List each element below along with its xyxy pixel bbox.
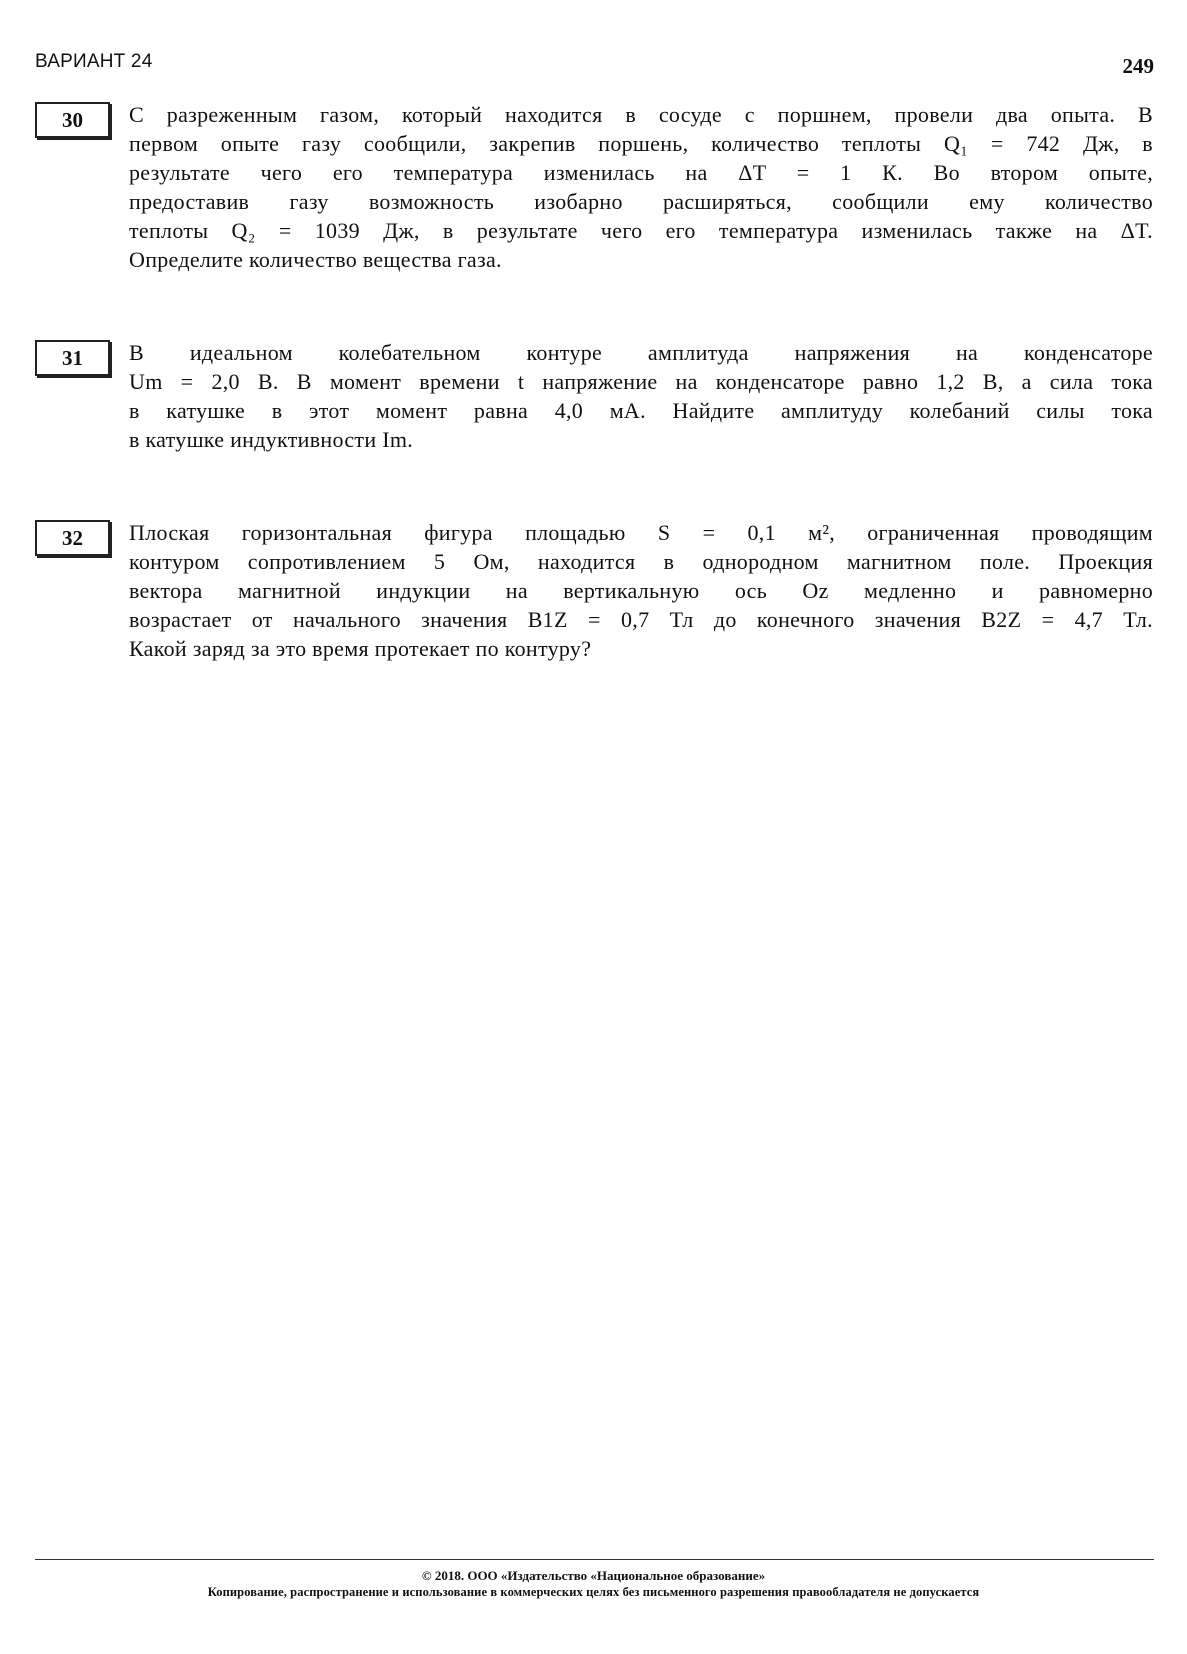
task-line: Um = 2,0 В. В момент времени t напряжение на конденсаторе равно 1,2 В, а сила тока xyxy=(129,369,1153,394)
task-line: первом опыте газу сообщили, закрепив поршень, количество теплоты Q₁ = 742 Дж, в xyxy=(129,131,1153,156)
task-line: Определите количество вещества газа. xyxy=(129,247,502,272)
task-line: контуром сопротивлением 5 Ом, находится в однородном магнитном поле. Проекция xyxy=(129,549,1153,574)
task-line: Какой заряд за это время протекает по контуру? xyxy=(129,636,592,661)
task-line: в катушке в этот момент равна 4,0 мА. Найдите амплитуду колебаний силы тока xyxy=(129,398,1153,423)
task-number-box: 31 xyxy=(35,340,110,376)
footer-notice: Копирование, распространение и использование в коммерческих целях без письменного разрешения правообладателя не допускается xyxy=(207,1585,980,1599)
task-line: возрастает от начального значения B1Z = 0,7 Тл до конечного значения B2Z = 4,7 Тл. xyxy=(129,607,1153,632)
task-text xyxy=(129,338,1153,454)
task-number-box: 30 xyxy=(35,102,110,138)
task-line: В идеальном колебательном контуре амплитуда напряжения на конденсаторе xyxy=(129,340,1153,365)
task-line: в катушке индуктивности Im. xyxy=(129,427,414,452)
footer-divider xyxy=(35,1559,1154,1560)
footer-copyright: © 2018. ООО «Издательство «Национальное образование» xyxy=(421,1568,766,1583)
task-line: вектора магнитной индукции на вертикальную ось Oz медленно и равномерно xyxy=(129,578,1153,603)
page-number: 249 xyxy=(1122,54,1154,78)
task-text xyxy=(129,518,1153,663)
page-header-variant: ВАРИАНТ 24 xyxy=(35,51,153,72)
task-line: теплоты Q₂ = 1039 Дж, в результате чего его температура изменилась также на ΔT. xyxy=(129,218,1153,243)
task-line: предоставив газу возможность изобарно расширяться, сообщили ему количество xyxy=(129,189,1153,214)
task-number-box: 32 xyxy=(35,520,110,556)
task-line: результате чего его температура изменилась на ΔT = 1 К. Во втором опыте, xyxy=(129,160,1153,185)
task-text xyxy=(129,100,1153,274)
task-line: С разреженным газом, который находится в сосуде с поршнем, провели два опыта. В xyxy=(129,102,1153,127)
task-line: Плоская горизонтальная фигура площадью S = 0,1 м², ограниченная проводящим xyxy=(129,520,1153,545)
